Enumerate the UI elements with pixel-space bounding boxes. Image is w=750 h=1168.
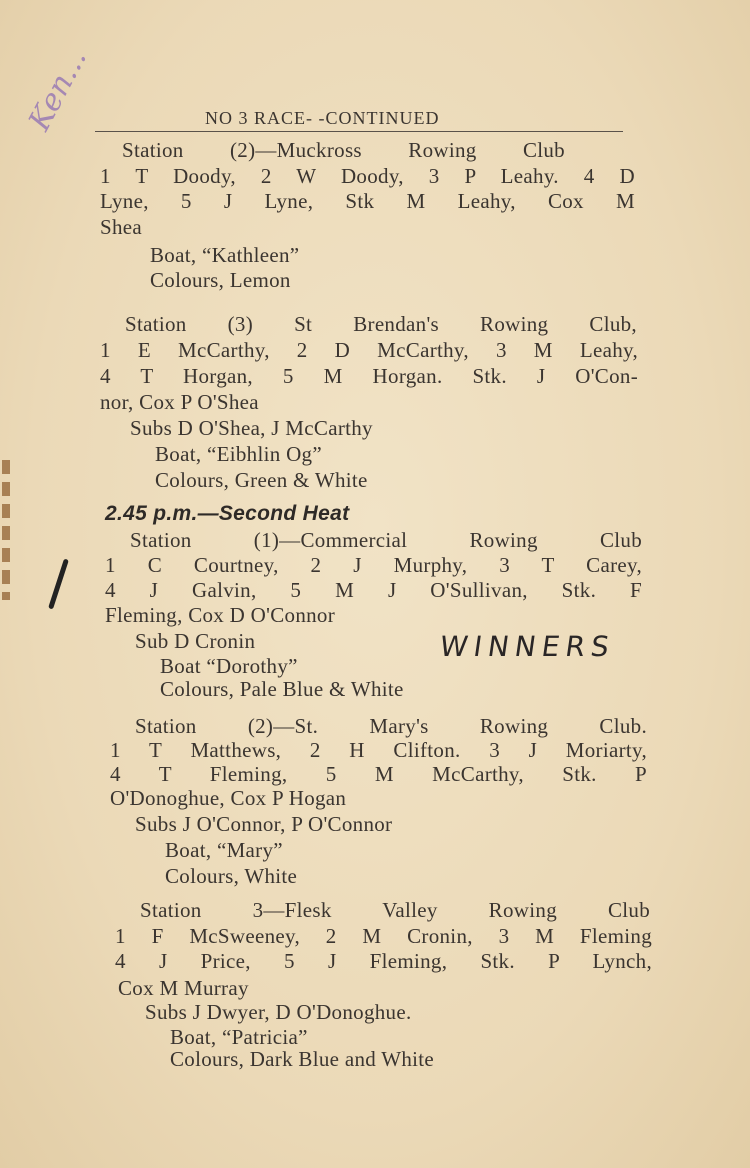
subs-line: Subs J Dwyer, D O'Donoghue. xyxy=(145,1000,412,1024)
crew-line: 4 J Galvin, 5 M J O'Sullivan, Stk. F xyxy=(105,578,642,602)
crew-line: 1 T Doody, 2 W Doody, 3 P Leahy. 4 D xyxy=(100,164,635,188)
crew-line: nor, Cox P O'Shea xyxy=(100,390,259,414)
boat-line: Boat, “Eibhlin Og” xyxy=(155,442,322,466)
colours-line: Colours, White xyxy=(165,864,298,888)
colours-line: Colours, Pale Blue & White xyxy=(160,677,404,701)
crew-line: Fleming, Cox D O'Connor xyxy=(105,603,336,627)
colours-line: Colours, Lemon xyxy=(150,268,291,292)
station-heading: Station (2)—St. Mary's Rowing Club. xyxy=(135,714,647,738)
handwritten-name: Ken... xyxy=(22,42,94,137)
handwritten-mark xyxy=(48,559,69,610)
crew-line: 1 E McCarthy, 2 D McCarthy, 3 M Leahy, xyxy=(100,338,638,362)
handwritten-winners: WINNERS xyxy=(437,630,618,663)
colours-line: Colours, Dark Blue and White xyxy=(170,1047,435,1071)
crew-line: Lyne, 5 J Lyne, Stk M Leahy, Cox M xyxy=(100,189,635,213)
page-header: NO 3 RACE- -CONTINUED xyxy=(205,108,440,128)
crew-line: 4 J Price, 5 J Fleming, Stk. P Lynch, xyxy=(115,949,652,973)
crew-line: 1 C Courtney, 2 J Murphy, 3 T Carey, xyxy=(105,553,642,577)
crew-line: 1 F McSweeney, 2 M Cronin, 3 M Fleming xyxy=(115,924,652,948)
heat-heading: 2.45 p.m.—Second Heat xyxy=(105,502,350,525)
boat-line: Boat, “Kathleen” xyxy=(150,243,300,267)
crew-line: O'Donoghue, Cox P Hogan xyxy=(110,786,347,810)
station-heading: Station (3) St Brendan's Rowing Club, xyxy=(125,312,637,336)
crew-line: Shea xyxy=(100,215,143,239)
torn-edge xyxy=(2,460,10,600)
colours-line: Colours, Green & White xyxy=(155,468,368,492)
station-heading: Station 3—Flesk Valley Rowing Club xyxy=(140,898,650,922)
crew-line: 1 T Matthews, 2 H Clifton. 3 J Moriarty, xyxy=(110,738,647,762)
header-rule xyxy=(95,131,623,132)
subs-line: Subs J O'Connor, P O'Connor xyxy=(135,812,393,836)
boat-line: Boat, “Patricia” xyxy=(170,1025,308,1049)
boat-line: Boat “Dorothy” xyxy=(160,654,298,678)
crew-line: 4 T Fleming, 5 M McCarthy, Stk. P xyxy=(110,762,647,786)
crew-line: 4 T Horgan, 5 M Horgan. Stk. J O'Con- xyxy=(100,364,638,388)
boat-line: Boat, “Mary” xyxy=(165,838,283,862)
subs-line: Sub D Cronin xyxy=(135,629,256,653)
subs-line: Subs D O'Shea, J McCarthy xyxy=(130,416,373,440)
station-heading: Station (2)—Muckross Rowing Club xyxy=(122,138,565,162)
crew-line: Cox M Murray xyxy=(118,976,249,1000)
station-heading: Station (1)—Commercial Rowing Club xyxy=(130,528,642,552)
